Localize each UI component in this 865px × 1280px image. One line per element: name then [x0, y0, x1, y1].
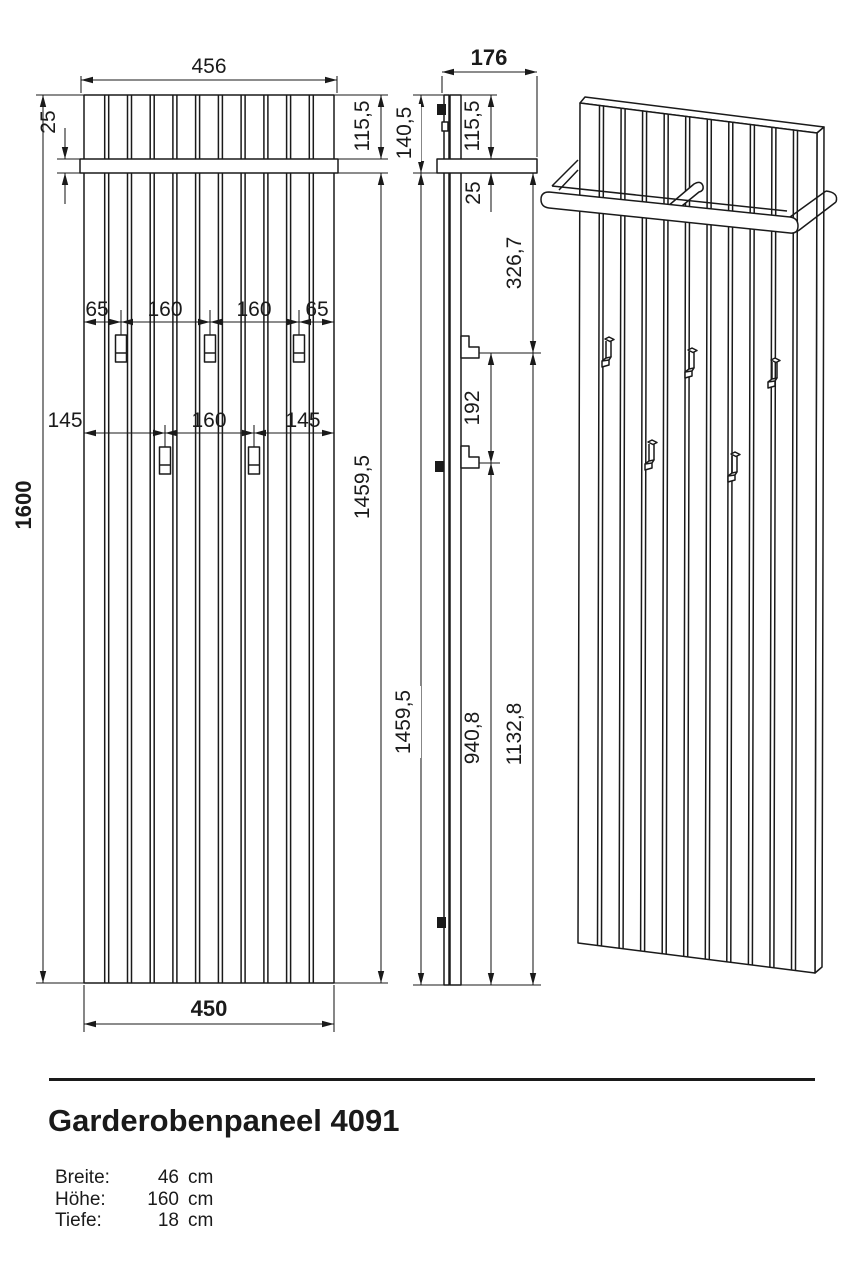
dim-front-top-to-rail: 115,5 — [351, 100, 374, 152]
spec-row-breite — [55, 1167, 213, 1189]
dim-front-rail-to-bottom: 1459,5 — [351, 454, 374, 520]
side-wall-rail — [444, 95, 449, 985]
side-panel — [450, 95, 461, 985]
dim-side-hook1-to-bottom: 1132,8 — [503, 702, 526, 766]
dim-side-rail-to-hook1: 326,7 — [503, 236, 526, 290]
side-rail-bar — [437, 159, 537, 173]
iso-rail-arm-left — [552, 160, 578, 190]
dim-side-rail-height: 25 — [462, 181, 485, 205]
iso-front-face — [578, 103, 817, 973]
spec-value: 160 — [147, 1188, 179, 1210]
product-title: Garderobenpaneel 4091 — [48, 1103, 400, 1138]
spec-label: Breite: — [55, 1167, 110, 1188]
dim-hook-row1-b: 160 — [147, 298, 183, 321]
side-hook-row1 — [461, 336, 479, 358]
dim-side-top-to-rail-top: 115,5 — [461, 100, 484, 152]
dim-hook-row2-c: 145 — [285, 409, 321, 432]
isometric-view — [541, 97, 837, 973]
side-dim-arrows — [418, 69, 537, 985]
front-panel-outline — [84, 95, 334, 983]
spec-value: 46 — [157, 1167, 179, 1188]
dim-hook-row1-a: 65 — [85, 298, 109, 321]
side-mount-clip — [442, 122, 448, 131]
dim-front-width-bottom: 450 — [190, 996, 228, 1021]
dim-hook-row2-b: 160 — [191, 409, 227, 432]
side-mount-bottom — [437, 917, 446, 928]
dim-side-hook2-to-bottom: 940,8 — [461, 711, 484, 765]
spec-label: Höhe: — [55, 1188, 106, 1210]
front-rail-bar — [80, 159, 338, 173]
dim-side-top-to-rail-bottom: 140,5 — [393, 106, 416, 160]
dim-front-width-top: 456 — [191, 55, 227, 78]
side-mount-top — [437, 104, 446, 115]
dim-side-depth: 176 — [470, 45, 508, 70]
footer-divider — [49, 1078, 815, 1081]
spec-value: 18 — [157, 1210, 179, 1231]
spec-unit: cm — [188, 1167, 214, 1188]
dim-front-rail-height: 25 — [37, 110, 60, 134]
dim-hook-row1-d: 65 — [305, 298, 329, 321]
spec-unit: cm — [188, 1188, 214, 1210]
dim-side-rail-to-bottom: 1459,5 — [392, 689, 415, 755]
spec-table — [55, 1167, 213, 1232]
dim-front-height: 1600 — [11, 480, 36, 530]
dim-hook-row1-c: 160 — [236, 298, 272, 321]
front-view — [11, 55, 388, 1032]
dim-hook-row2-a: 145 — [47, 409, 83, 432]
dim-side-hook1-to-hook2: 192 — [461, 390, 484, 426]
side-mount-mid — [435, 461, 444, 472]
spec-label: Tiefe: — [55, 1210, 102, 1231]
spec-row-hoehe — [55, 1189, 213, 1211]
side-view — [392, 45, 541, 985]
side-hook-row2 — [461, 446, 479, 468]
side-dim-lines — [413, 72, 541, 985]
spec-row-tiefe — [55, 1210, 213, 1232]
spec-unit: cm — [188, 1210, 214, 1231]
